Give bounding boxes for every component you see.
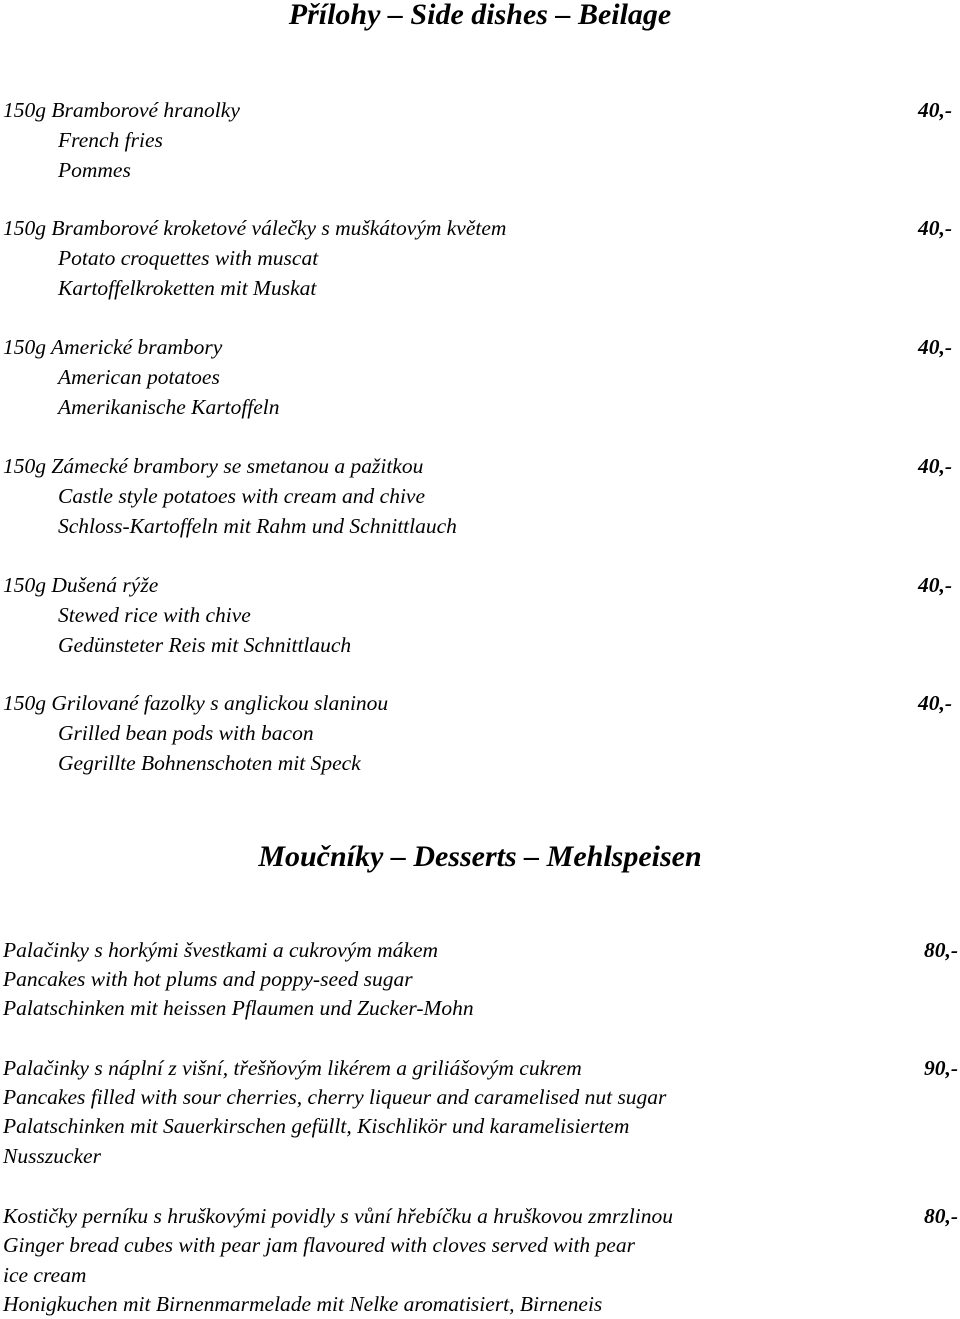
item-name-cz: Kostičky perníku s hruškovými povidly s vůní hřebíčku a hruškovou zmrzlinou	[3, 1204, 673, 1228]
item-price: 80,-	[923, 938, 958, 962]
item-name-cz: 150g Americké brambory	[3, 335, 223, 359]
item-name-de-cont: Nusszucker	[3, 1144, 101, 1168]
item-name-cz: 150g Zámecké brambory se smetanou a pažitkou	[3, 454, 424, 478]
item-name-de: Palatschinken mit heissen Pflaumen und Zucker-Mohn	[3, 996, 474, 1020]
item-price: 40,-	[917, 216, 952, 240]
item-name-de: Pommes	[58, 158, 131, 182]
item-name-de: Kartoffelkroketten mit Muskat	[58, 276, 317, 300]
item-name-en: Stewed rice with chive	[58, 603, 251, 627]
item-name-de: Palatschinken mit Sauerkirschen gefüllt, Kischlikör und karamelisiertem	[3, 1114, 630, 1138]
item-price: 40,-	[917, 573, 952, 597]
item-name-cz: 150g Dušená rýže	[3, 573, 159, 597]
desserts-heading: Moučníky – Desserts – Mehlspeisen	[258, 840, 702, 873]
item-price: 40,-	[917, 454, 952, 478]
item-price: 80,-	[923, 1204, 958, 1228]
item-name-en: Ginger bread cubes with pear jam flavoured with cloves served with pear	[3, 1233, 635, 1257]
item-name-cz: Palačinky s náplní z višní, třešňovým likérem a griliášovým cukrem	[3, 1056, 582, 1080]
item-name-en: Pancakes with hot plums and poppy-seed sugar	[3, 967, 413, 991]
item-name-cz: 150g Bramborové kroketové válečky s muškátovým květem	[3, 216, 507, 240]
item-price: 40,-	[917, 335, 952, 359]
item-name-de: Amerikanische Kartoffeln	[58, 395, 280, 419]
item-name-cz: Palačinky s horkými švestkami a cukrovým mákem	[3, 938, 439, 962]
item-name-en: Grilled bean pods with bacon	[58, 721, 314, 745]
item-name-en: Pancakes filled with sour cherries, cherry liqueur and caramelised nut sugar	[3, 1085, 667, 1109]
item-name-en: French fries	[58, 128, 163, 152]
item-name-de: Schloss-Kartoffeln mit Rahm und Schnittlauch	[58, 514, 457, 538]
item-name-en-cont: ice cream	[3, 1263, 87, 1287]
item-name-cz: 150g Bramborové hranolky	[3, 98, 240, 122]
item-name-de: Honigkuchen mit Birnenmarmelade mit Nelke aromatisiert, Birneneis	[3, 1292, 603, 1316]
item-name-en: Castle style potatoes with cream and chive	[58, 484, 426, 508]
side-dishes-heading: Přílohy – Side dishes – Beilage	[288, 0, 672, 31]
item-name-cz: 150g Grilované fazolky s anglickou slaninou	[3, 691, 389, 715]
item-name-de: Gegrillte Bohnenschoten mit Speck	[58, 751, 361, 775]
item-price: 90,-	[923, 1056, 958, 1080]
item-name-en: American potatoes	[58, 365, 220, 389]
item-price: 40,-	[917, 98, 952, 122]
item-name-en: Potato croquettes with muscat	[58, 246, 319, 270]
item-price: 40,-	[917, 691, 952, 715]
item-name-de: Gedünsteter Reis mit Schnittlauch	[58, 633, 352, 657]
